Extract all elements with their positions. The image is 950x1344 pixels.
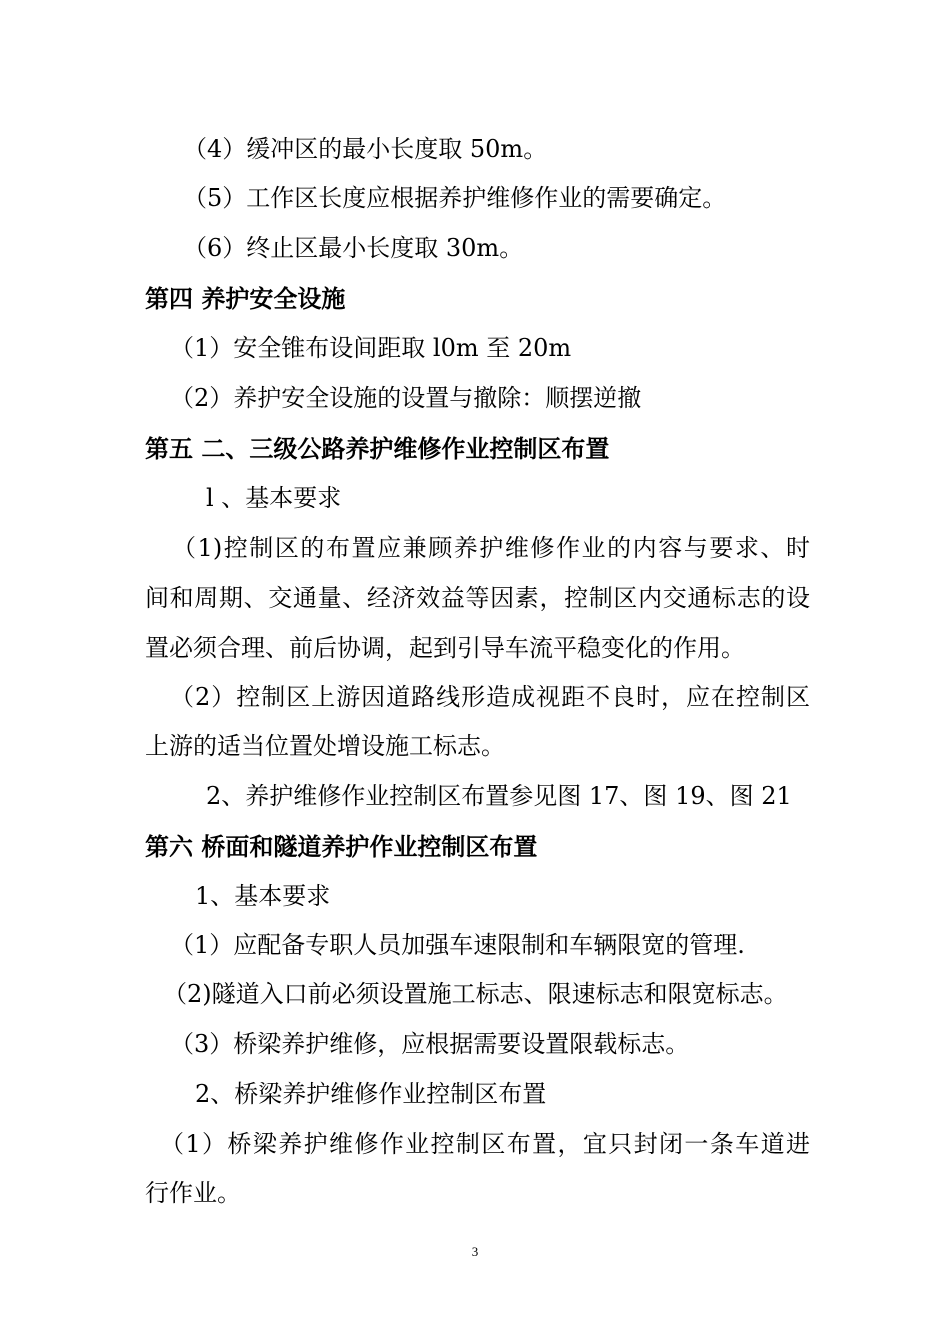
subsection-label: 2、桥梁养护维修作业控制区布置 bbox=[195, 1080, 547, 1108]
paragraph-line: （1)控制区的布置应兼顾养护维修作业的内容与要求、时 bbox=[172, 534, 810, 562]
paragraph-line: （5）工作区长度应根据养护维修作业的需要确定。 bbox=[183, 184, 727, 212]
section-heading: 第四 养护安全设施 bbox=[145, 284, 346, 313]
paragraph-line: （1）安全锥布设间距取 l0m 至 20m bbox=[170, 334, 572, 362]
paragraph-line: （1）桥梁养护维修作业控制区布置，宜只封闭一条车道进 bbox=[160, 1130, 810, 1158]
subsection-label: l 、基本要求 bbox=[206, 484, 342, 512]
paragraph-line: （6）终止区最小长度取 30m。 bbox=[183, 234, 524, 262]
paragraph-line: （2）控制区上游因道路线形造成视距不良时，应在控制区 bbox=[170, 683, 810, 711]
paragraph-line: （2)隧道入口前必须设置施工标志、限速标志和限宽标志。 bbox=[163, 980, 788, 1008]
paragraph-line: （1）应配备专职人员加强车速限制和车辆限宽的管理. bbox=[170, 931, 745, 959]
section-heading: 第五 二、三级公路养护维修作业控制区布置 bbox=[145, 434, 610, 463]
paragraph-line: 上游的适当位置处增设施工标志。 bbox=[145, 732, 505, 760]
paragraph-line: （4）缓冲区的最小长度取 50m。 bbox=[183, 135, 548, 163]
subsection-label: 2、养护维修作业控制区布置参见图 17、图 19、图 21 bbox=[206, 782, 792, 810]
paragraph-line: 置必须合理、前后协调，起到引导车流平稳变化的作用。 bbox=[145, 634, 745, 662]
section-heading: 第六 桥面和隧道养护作业控制区布置 bbox=[145, 832, 538, 861]
paragraph-line: （2）养护安全设施的设置与撤除：顺摆逆撤 bbox=[170, 384, 642, 412]
paragraph-line: 行作业。 bbox=[145, 1179, 241, 1207]
paragraph-line: （3）桥梁养护维修，应根据需要设置限载标志。 bbox=[170, 1030, 690, 1058]
paragraph-line: 间和周期、交通量、经济效益等因素，控制区内交通标志的设 bbox=[145, 584, 810, 612]
page-number: 3 bbox=[471, 1244, 479, 1259]
subsection-label: 1、基本要求 bbox=[195, 882, 331, 910]
